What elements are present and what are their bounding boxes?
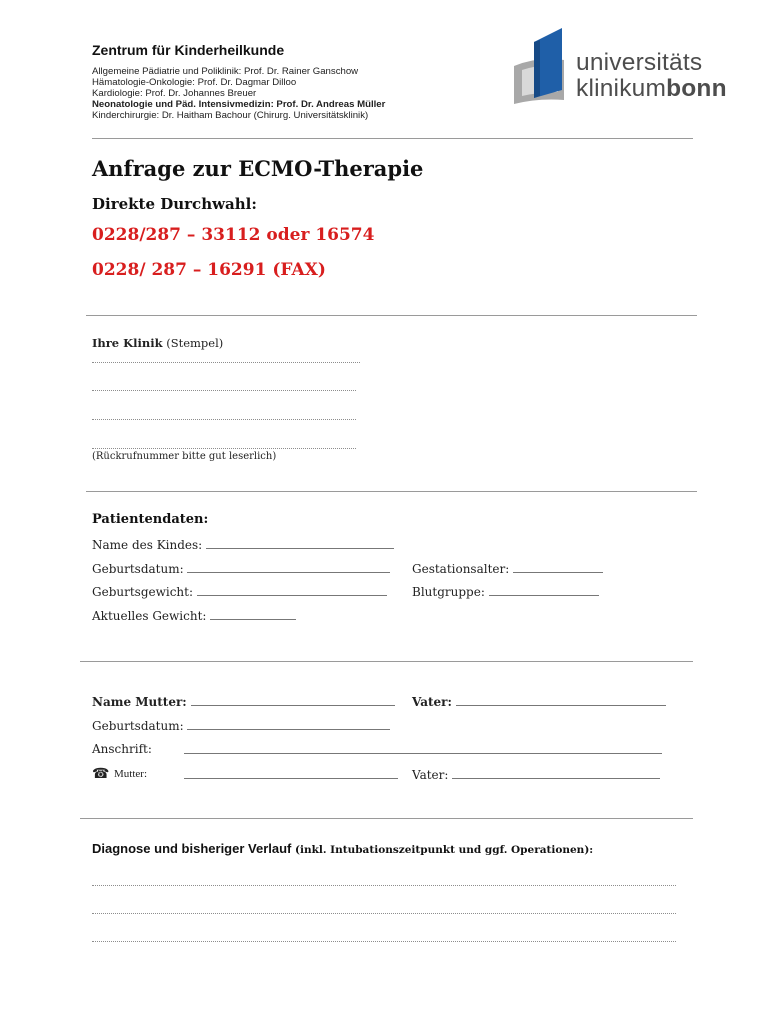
diagnose-line-3[interactable] (92, 941, 676, 942)
geburtsdatum-field (92, 561, 390, 576)
diagnose-heading-row (92, 841, 593, 856)
vater-field (412, 694, 666, 709)
mutter-label: Name Mutter: (92, 695, 187, 709)
tel-mutter-field (184, 767, 398, 782)
divider (80, 661, 693, 662)
klinik-line-3[interactable] (92, 419, 356, 420)
department-line: Allgemeine Pädiatrie und Poliklinik: Prof. Dr. Rainer Ganschow (92, 66, 359, 77)
logo-text-line2 (576, 76, 727, 102)
eltern-geburtsdatum-input[interactable] (187, 718, 390, 730)
fax-number: 0228/ 287 – 16291 (FAX) (92, 260, 326, 280)
vater-label: Vater: (412, 695, 452, 709)
klinik-label (92, 336, 223, 350)
name-kind-input[interactable] (206, 537, 394, 549)
geburtsgewicht-input[interactable] (197, 584, 387, 596)
tel-mutter-input[interactable] (184, 767, 398, 779)
gestationsalter-field (412, 561, 603, 576)
klinik-line-2[interactable] (92, 390, 356, 391)
blutgruppe-label: Blutgruppe: (412, 585, 485, 599)
page-title: Anfrage zur ECMO-Therapie (92, 156, 424, 181)
diagnose-note: (inkl. Intubationszeitpunkt und ggf. Operationen): (295, 844, 594, 856)
anschrift-input[interactable] (184, 742, 662, 754)
divider (92, 138, 693, 139)
diagnose-line-1[interactable] (92, 885, 676, 886)
department-line: Kinderchirurgie: Dr. Haitham Bachour (Chirurg. Universitätsklinik) (92, 110, 369, 121)
gewicht-field (92, 608, 296, 623)
name-kind-label: Name des Kindes: (92, 538, 203, 552)
gewicht-input[interactable] (210, 608, 296, 620)
phone-number: 0228/287 – 33112 oder 16574 (92, 225, 375, 245)
tel-vater-label: Vater: (412, 768, 449, 782)
eltern-geburtsdatum-field (92, 718, 390, 733)
klinik-label-bold: Ihre Klinik (92, 336, 163, 350)
patient-heading: Patientendaten: (92, 512, 209, 527)
mutter-field (92, 694, 395, 709)
phone-icon: ☎ (92, 766, 110, 782)
anschrift-label: Anschrift: (92, 742, 152, 756)
klinik-line-1[interactable] (92, 362, 360, 363)
gewicht-label: Aktuelles Gewicht: (92, 609, 207, 623)
subtitle: Direkte Durchwahl: (92, 195, 257, 213)
divider (86, 315, 697, 316)
logo-text-bonn: bonn (666, 75, 727, 102)
department-line: Kardiologie: Prof. Dr. Johannes Breuer (92, 88, 257, 99)
klinik-line-4[interactable] (92, 448, 356, 449)
department-title: Zentrum für Kinderheilkunde (92, 42, 285, 58)
mutter-input[interactable] (191, 694, 395, 706)
logo-text-klinikum: klinikum (576, 75, 667, 102)
name-kind-field (92, 537, 394, 552)
blutgruppe-field (412, 584, 599, 599)
divider (86, 491, 697, 492)
gestationsalter-label: Gestationsalter: (412, 562, 510, 576)
geburtsgewicht-label: Geburtsgewicht: (92, 585, 194, 599)
tel-vater-input[interactable] (452, 767, 660, 779)
tel-vater-field (412, 767, 660, 782)
klinik-note: (Rückrufnummer bitte gut leserlich) (92, 451, 277, 462)
department-line: Hämatologie-Onkologie: Prof. Dr. Dagmar Dilloo (92, 77, 297, 88)
blutgruppe-input[interactable] (489, 584, 599, 596)
anschrift-field (184, 742, 662, 757)
eltern-geburtsdatum-label: Geburtsdatum: (92, 719, 184, 733)
geburtsdatum-input[interactable] (187, 561, 390, 573)
diagnose-line-2[interactable] (92, 913, 676, 914)
vater-input[interactable] (456, 694, 666, 706)
klinik-label-suffix: (Stempel) (162, 336, 224, 350)
geburtsgewicht-field (92, 584, 387, 599)
logo-text-line1: universitäts (576, 49, 703, 76)
gestationsalter-input[interactable] (513, 561, 603, 573)
geburtsdatum-label: Geburtsdatum: (92, 562, 184, 576)
department-line: Neonatologie und Päd. Intensivmedizin: Prof. Dr. Andreas Müller (92, 99, 386, 110)
divider (80, 818, 693, 819)
ukb-logo-mark-icon (512, 26, 572, 106)
ukb-logo (512, 26, 752, 116)
tel-mutter-label: Mutter: (114, 768, 147, 780)
diagnose-heading: Diagnose und bisheriger Verlauf (92, 841, 292, 856)
